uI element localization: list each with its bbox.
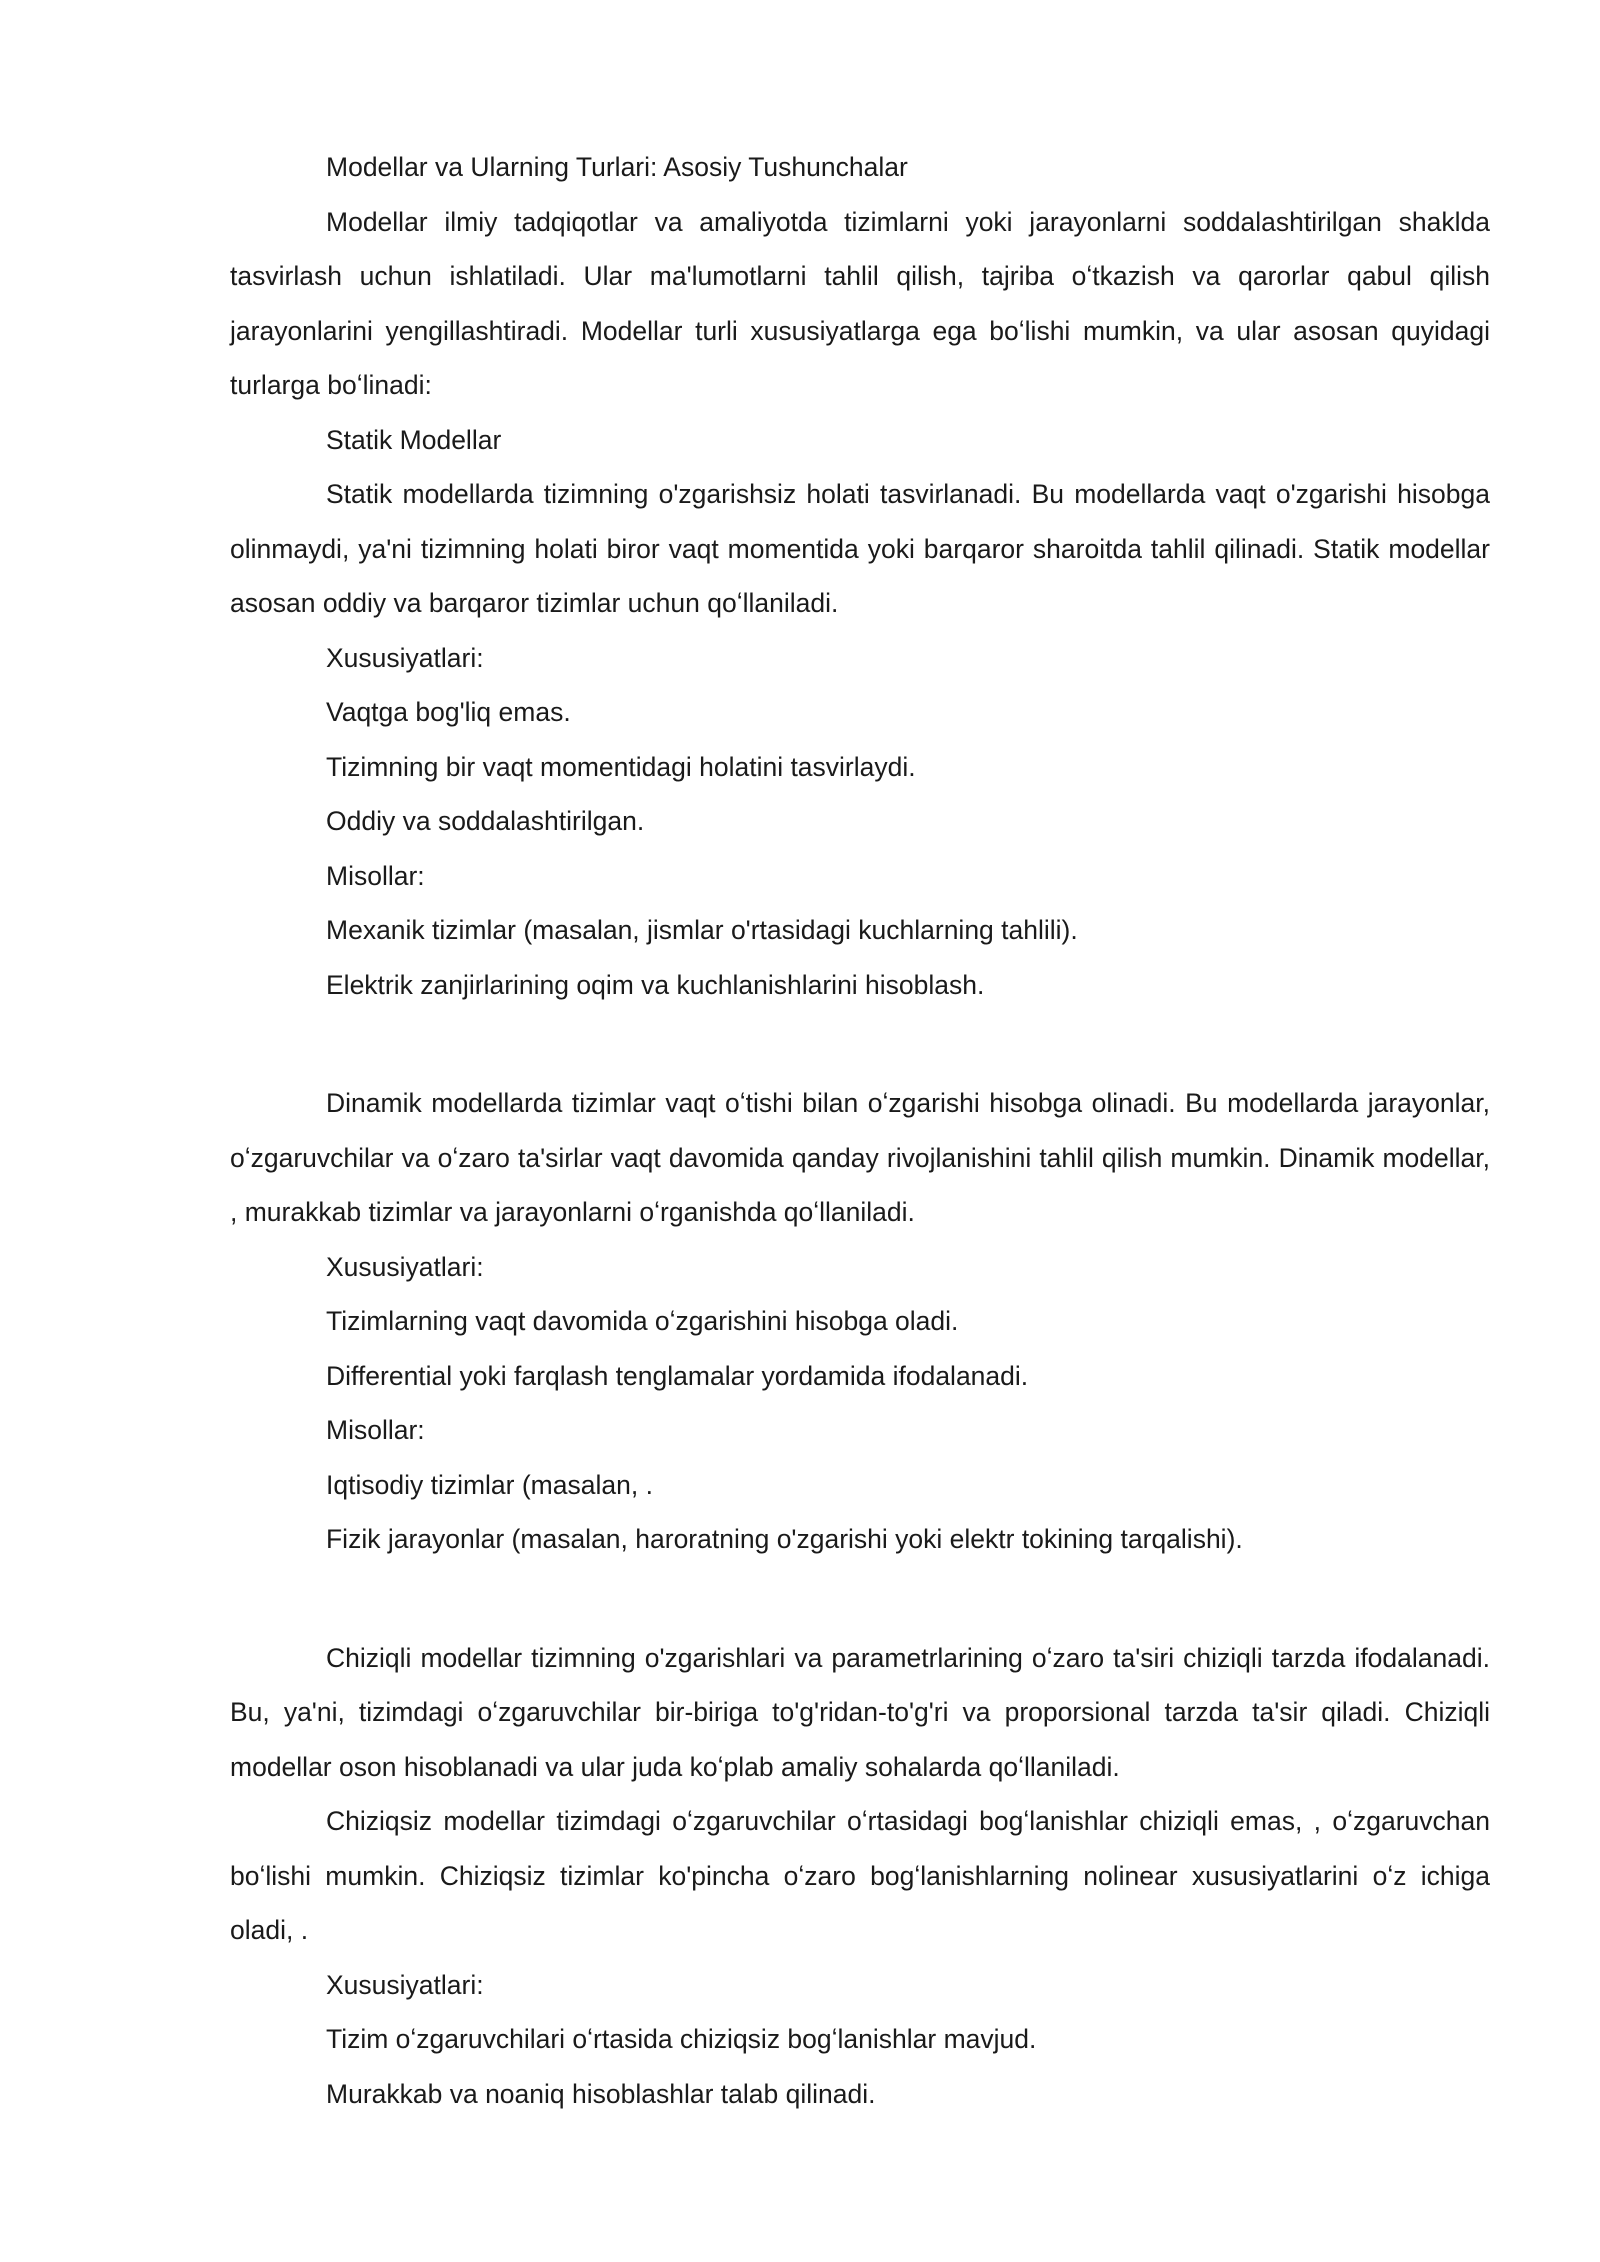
nonlinear-feature-item: Murakkab va noaniq hisoblashlar talab qilinadi. [326, 2078, 876, 2109]
document-title: Modellar va Ularning Turlari: Asosiy Tushunchalar [326, 152, 908, 182]
dynamic-features-label: Xususiyatlari: [326, 1251, 484, 1282]
dynamic-feature-item: Tizimlarning vaqt davomida oʻzgarishini hisobga oladi. [326, 1306, 959, 1336]
intro-paragraph: Modellar ilmiy tadqiqotlar va amaliyotda tizimlarni yoki jarayonlarni soddalashtirilgan shaklda tasvirlash uchun ishlatiladi. Ular ma'lumotlarni tahlil qilish, tajriba oʻtkazish va qarorlar qabul qilish jarayonlarini yengillashtiradi. Modellar turli xususiyatlarga ega boʻlishi mumkin, va ular asosan quyidagi turlarga boʻlinadi: [230, 206, 1490, 400]
dynamic-paragraph: Dinamik modellarda tizimlar vaqt oʻtishi bilan oʻzgarishi hisobga olinadi. Bu modellarda jarayonlar, oʻzgaruvchilar va oʻzaro ta'sirlar vaqt davomida qanday rivojlanishini tahlil qilish mumkin. Dinamik modellar, , murakkab tizimlar va jarayonlarni oʻrganishda qoʻllaniladi. [230, 1088, 1490, 1227]
document-page [230, 140, 1490, 2121]
static-features-label: Xususiyatlari: [326, 642, 484, 673]
dynamic-examples-label: Misollar: [326, 1415, 425, 1445]
static-feature-item: Oddiy va soddalashtirilgan. [326, 806, 645, 836]
static-feature-item: Vaqtga bog'liq emas. [326, 697, 571, 727]
static-examples-label: Misollar: [326, 860, 425, 891]
static-heading: Statik Modellar [326, 424, 502, 455]
section-gap [230, 1012, 1490, 1076]
nonlinear-features-label: Xususiyatlari: [326, 1969, 484, 2000]
static-paragraph: Statik modellarda tizimning o'zgarishsiz holati tasvirlanadi. Bu modellarda vaqt o'zgarishi hisobga olinmaydi, ya'ni tizimning holati biror vaqt momentida yoki barqaror sharoitda tahlil qilinadi. Statik modellar asosan oddiy va barqaror tizimlar uchun qoʻllaniladi. [230, 479, 1490, 618]
dynamic-example-item: Iqtisodiy tizimlar (masalan, . [326, 1469, 653, 1500]
nonlinear-feature-item: Tizim oʻzgaruvchilari oʻrtasida chiziqsiz bogʻlanishlar mavjud. [326, 2024, 1037, 2054]
linear-paragraph: Chiziqli modellar tizimning o'zgarishlari va parametrlarining oʻzaro ta'siri chiziqli tarzda ifodalanadi. Bu, ya'ni, tizimdagi oʻzgaruvchilar bir-biriga to'g'ridan-to'g'ri va proporsional tarzda ta'sir qiladi. Chiziqli modellar oson hisoblanadi va ular juda koʻplab amaliy sohalarda qoʻllaniladi. [230, 1642, 1490, 1782]
static-example-item: Mexanik tizimlar (masalan, jismlar o'rtasidagi kuchlarning tahlili). [326, 915, 1078, 945]
nonlinear-paragraph: Chiziqsiz modellar tizimdagi oʻzgaruvchilar oʻrtasidagi bogʻlanishlar chiziqli emas, , oʻzgaruvchan boʻlishi mumkin. Chiziqsiz tizimlar ko'pincha oʻzaro bogʻlanishlarning nolinear xususiyatlarini oʻz ichiga oladi, . [230, 1806, 1490, 1945]
static-example-item: Elektrik zanjirlarining oqim va kuchlanishlarini hisoblash. [326, 969, 985, 1000]
dynamic-feature-item: Differential yoki farqlash tenglamalar yordamida ifodalanadi. [326, 1360, 1029, 1391]
static-feature-item: Tizimning bir vaqt momentidagi holatini tasvirlaydi. [326, 751, 916, 782]
section-gap [230, 1567, 1490, 1631]
dynamic-example-item: Fizik jarayonlar (masalan, haroratning o'zgarishi yoki elektr tokining tarqalishi). [326, 1524, 1243, 1554]
